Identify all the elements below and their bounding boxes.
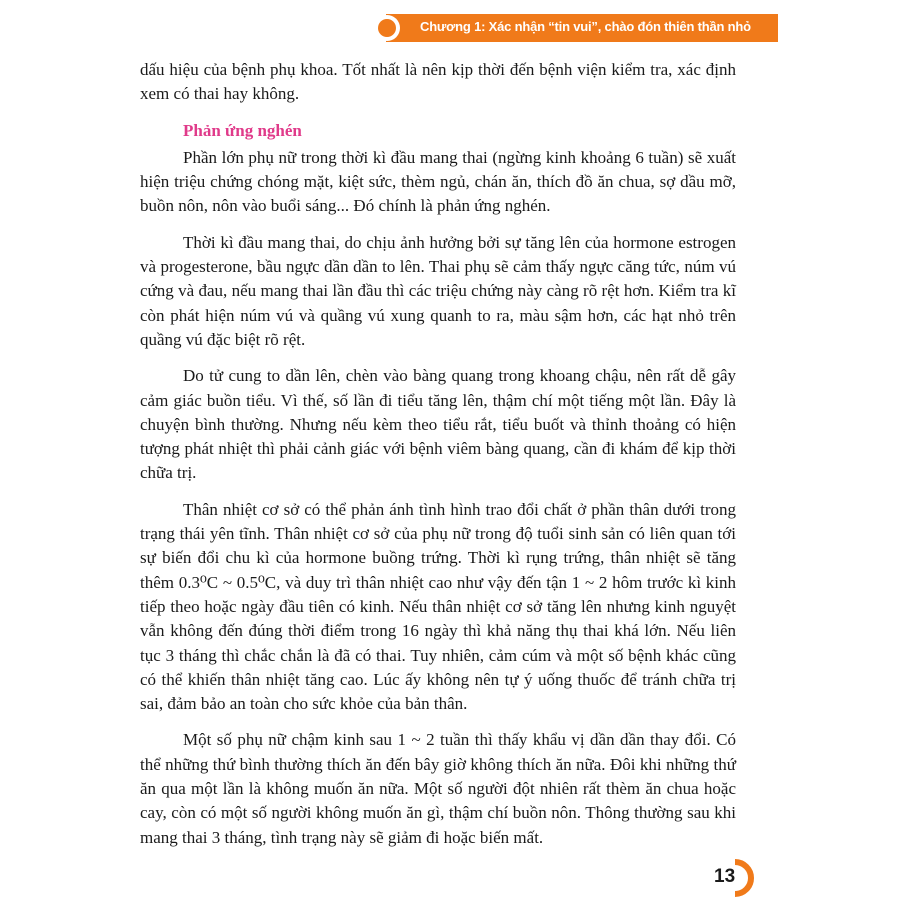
body-paragraph: Do tử cung to dần lên, chèn vào bàng quang trong khoang chậu, nên rất dễ gây cảm giác buồn tiểu. Vì thế, số lần đi tiểu tăng lên, thậm chí một tiếng một lần. Đây là chuyện bình thường. Nhưng nếu kèm theo tiểu rắt, tiểu buốt và thỉnh thoảng có hiện tượng phát nhiệt thì phải cảnh giác với bệnh viêm bàng quang, cần đi khám để kịp thời chữa trị.	[140, 366, 736, 483]
body-paragraph: Một số phụ nữ chậm kinh sau 1 ~ 2 tuần thì thấy khẩu vị dần dần thay đổi. Có thể những thứ bình thường thích ăn đến bây giờ không thích ăn nữa. Đôi khi những thứ ăn qua một lần là không muốn ăn nữa. Một số người đột nhiên rất thèm ăn chua hoặc cay, còn có một số người không muốn ăn gì, thậm chí buồn nôn. Thông thường sau khi mang thai 3 tháng, tình trạng này sẽ giảm đi hoặc biến mất.	[140, 730, 736, 847]
section-heading: Phản ứng nghén	[183, 120, 302, 140]
chapter-title: Chương 1: Xác nhận “tin vui”, chào đón thiên thần nhỏ	[420, 19, 751, 34]
page-number-arc-icon	[731, 858, 761, 898]
page-body	[140, 58, 736, 862]
body-paragraph: Thời kì đầu mang thai, do chịu ảnh hưởng bởi sự tăng lên của hormone estrogen và progesterone, bầu ngực dần dần to lên. Thai phụ sẽ cảm thấy ngực căng tức, núm vú cứng và đau, nếu mang thai lần đầu thì các triệu chứng này càng rõ rệt hơn. Kiểm tra kĩ còn phát hiện núm vú và quầng vú xung quanh to ra, màu sậm hơn, các hạt nhỏ trên quầng vú đặc biệt rõ rệt.	[140, 232, 736, 349]
header-bullet-icon	[374, 15, 400, 41]
continuation-paragraph: dấu hiệu của bệnh phụ khoa. Tốt nhất là nên kịp thời đến bệnh viện kiểm tra, xác định xem có thai hay không.	[140, 60, 736, 104]
body-paragraph: Thân nhiệt cơ sở có thể phản ánh tình hình trao đổi chất ở phần thân dưới trong trạng thái yên tĩnh. Thân nhiệt cơ sở của phụ nữ trong độ tuổi sinh sản có liên quan tới sự biến đổi chu kì của hormone buồng trứng. Thời kì rụng trứng, thân nhiệt sẽ tăng thêm 0.3⁰C ~ 0.5⁰C, và duy trì thân nhiệt cao như vậy đến tận 1 ~ 2 hôm trước kì kinh tiếp theo hoặc ngày đầu tiên có kinh. Nếu thân nhiệt cơ sở tăng lên nhưng kinh nguyệt vẫn không đến đúng thời điểm trong 16 ngày thì khả năng thụ thai khá lớn. Nếu liên tục 3 tháng thì chắc chắn là đã có thai. Tuy nhiên, cảm cúm và một số bệnh khác cũng có thể khiến thân nhiệt tăng cao. Lúc ấy không nên tự ý uống thuốc để tránh chữa trị sai, đảm bảo an toàn cho sức khỏe của bản thân.	[140, 499, 736, 714]
chapter-header-bar	[386, 14, 778, 42]
page-number: 13	[714, 866, 736, 887]
body-paragraph: Phần lớn phụ nữ trong thời kì đầu mang thai (ngừng kinh khoảng 6 tuần) sẽ xuất hiện triệu chứng chóng mặt, kiệt sức, thèm ngủ, chán ăn, thích đồ ăn chua, sợ dầu mỡ, buồn nôn, nôn vào buổi sáng... Đó chính là phản ứng nghén.	[140, 147, 736, 216]
